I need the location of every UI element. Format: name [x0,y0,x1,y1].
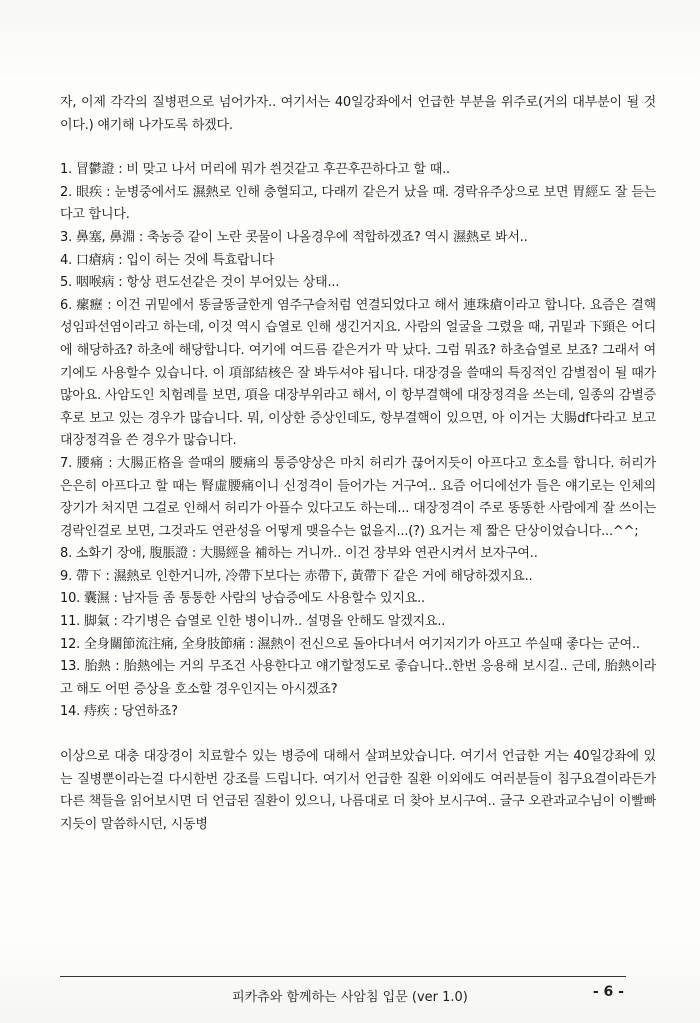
body-text [60,92,656,836]
list-item: 4. 口瘡病 : 입이 허는 것에 특효랍니다 [60,252,275,268]
footer-rule [60,976,626,977]
list-item: 11. 脚氣 : 각기병은 습열로 인한 병이니까.. 설명을 안해도 알겠지요.. [60,614,446,630]
paragraph-gap [60,724,656,746]
disease-list [60,159,656,724]
list-item: 7. 腰痛 : 大腸正格을 쓸때의 腰痛의 통증양상은 마치 허리가 끊어지듯이 아프다고 호소를 합니다. 허리가 은은히 아프다고 할 때는 腎虛腰痛이니 신정격이 들어가는 거구여.. 요즘 어디에선가 들은 얘기로는 인체의 장기가 처지면 그걸로 인해서 허리가 아플수 있다고도 하는데... 대장정격이 주로 똥똥한 사람에게 잘 쓰이는 경락인걸로 보면, 그것과도 연관성을 어떻게 맺을수는 없을지...(?) 요거는 제 짧은 단상이었습니다...^^; [60,455,656,539]
conclusion-paragraph: 이상으로 대충 대장경이 치료할수 있는 병증에 대해서 살펴보았습니다. 여기서 언급한 거는 40일강좌에 있는 질병뿐이라는걸 다시한번 강조를 드립니다. 여기서 언급한 질환 이외에도 여러분들이 침구요결이라든가 다른 책들을 읽어보시면 더 언급된 질환이 있으니, 나름대로 더 찾아 보시구여.. 글구 오관과교수님이 이빨빠지듯이 말씀하시던, 시동병 [60,749,656,832]
list-item: 2. 眼疾 : 눈병중에서도 濕熱로 인해 충혈되고, 다래끼 같은거 났을 때. 경락유주상으로 보면 胃經도 잘 듣는다고 합니다. [60,184,656,223]
list-item: 12. 全身關節流注痛, 全身肢節痛 : 濕熱이 전신으로 돌아다녀서 여기저기가 아프고 쑤실때 좋다는 군여.. [60,636,640,652]
list-item: 14. 痔疾 : 당연하죠? [60,704,178,720]
paragraph-gap [60,137,656,159]
list-item: 6. 瘰癧 : 이건 귀밑에서 똥글똥글한게 염주구슬처럼 연결되었다고 해서 連珠瘡이라고 합니다. 요즘은 결핵성임파선염이라고 하는데, 이것 역시 습열로 인해 생긴거지요. 사람의 얼굴을 그렸을 때, 귀밑과 下頸은 어디에 해당하죠? 하초에 해당합니다. 여기에 여드름 같은거가 막 났다. 그럼 뭐죠? 하초습열로 보죠? 그래서 여기에도 사용할수 있습니다. 이 項部結核은 잘 봐두셔야 됩니다. 대장경을 쓸때의 특징적인 감별점이 될 때가 많아요. 사암도인 치험례를 보면, 項을 대장부위라고 해서, 이 항부결핵에 대장정격을 쓰는데, 일종의 감별증후로 보고 있는 경우가 많습니다. 뭐, 이상한 증상인데도, 항부결핵이 있으면, 아 이거는 大腸df다라고 보고 대장정격을 쓴 경우가 많습니다. [60,297,656,449]
list-item: 8. 소화기 장애, 腹脹證 : 大腸經을 補하는 거니까.. 이건 장부와 연관시켜서 보자구여.. [60,546,538,562]
page-number: - 6 - [592,984,624,1000]
list-item: 9. 帶下 : 濕熱로 인한거니까, 冷帶下보다는 赤帶下, 黃帶下 같은 거에 해당하겠지요.. [60,568,533,584]
list-item: 3. 鼻塞, 鼻淵 : 축농증 같이 노란 콧물이 나올경우에 적합하겠죠? 역시 濕熱로 봐서.. [60,229,528,245]
list-item: 13. 胎熱 : 胎熱에는 거의 무조건 사용한다고 얘기할정도로 좋습니다..한번 응용해 보시길.. 근데, 胎熱이라고 해도 어떤 증상을 호소할 경우인지는 아시겠죠? [60,659,656,697]
footer-title: 피카츄와 함께하는 사암침 입문 (ver 1.0) [232,990,468,1005]
list-item: 1. 冒鬱證 : 비 맞고 나서 머리에 뭐가 씐것같고 후끈후끈하다고 할 때.. [60,162,450,178]
list-item: 10. 囊濕 : 남자들 좀 통통한 사람의 낭습증에도 사용할수 있지요.. [60,591,425,607]
list-item: 5. 咽喉病 : 항상 편도선같은 것이 부어있는 상태... [60,275,340,291]
intro-paragraph: 자, 이제 각각의 질병편으로 넘어가자.. 여기서는 40일강좌에서 언급한 부분을 위주로(거의 대부분이 될 것이다.) 얘기해 나가도록 하겠다. [60,95,656,133]
